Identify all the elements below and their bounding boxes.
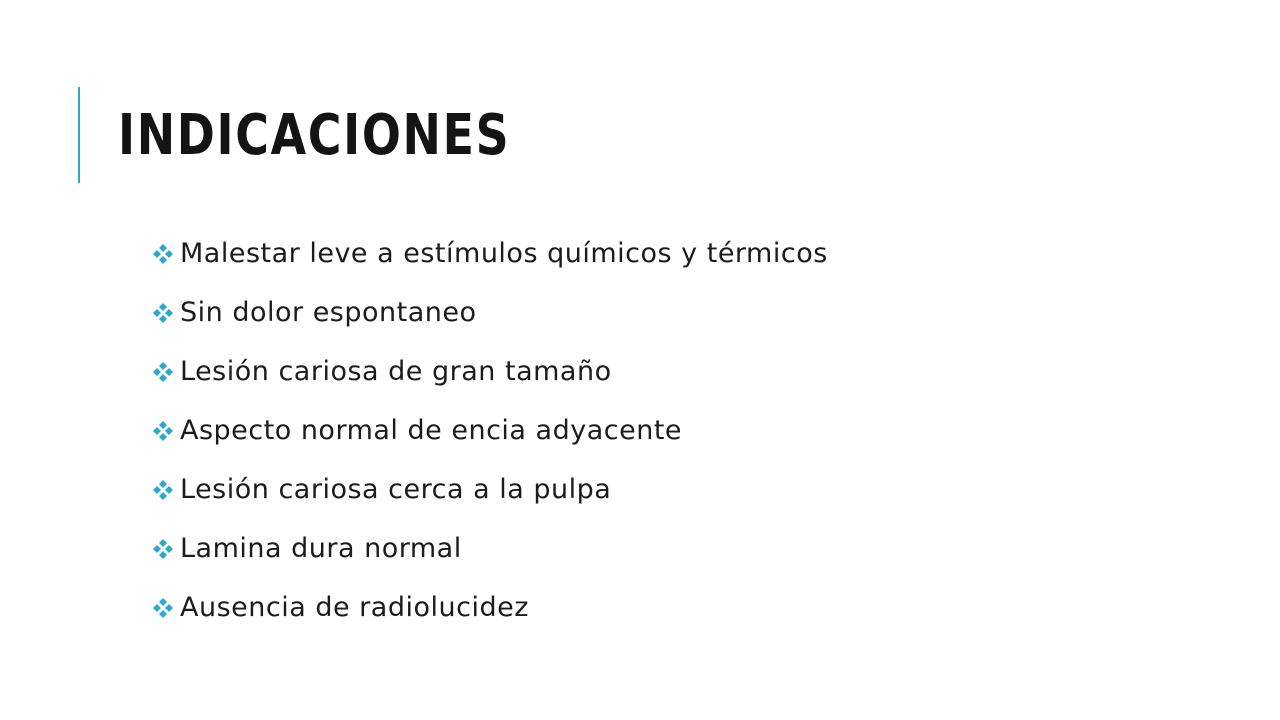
bullet-list (150, 224, 828, 637)
bullet-text: Sin dolor espontaneo (180, 297, 477, 328)
bullet-text: Lesión cariosa cerca a la pulpa (180, 474, 612, 505)
bullet-text: Malestar leve a estímulos químicos y térmicos (180, 238, 828, 269)
bullet-text: Ausencia de radiolucidez (180, 592, 529, 623)
title-accent-line (78, 87, 80, 183)
bullet-text: Lamina dura normal (180, 533, 462, 564)
list-item (150, 283, 828, 342)
four-diamond-bullet-icon (150, 241, 176, 267)
four-diamond-bullet-icon (150, 418, 176, 444)
four-diamond-bullet-icon (150, 595, 176, 621)
list-item (150, 342, 828, 401)
list-item (150, 224, 828, 283)
four-diamond-bullet-icon (150, 536, 176, 562)
list-item (150, 460, 828, 519)
list-item (150, 578, 828, 637)
list-item (150, 401, 828, 460)
four-diamond-bullet-icon (150, 300, 176, 326)
four-diamond-bullet-icon (150, 359, 176, 385)
slide-title: INDICACIONES (118, 103, 511, 168)
four-diamond-bullet-icon (150, 477, 176, 503)
bullet-text: Aspecto normal de encia adyacente (180, 415, 683, 446)
list-item (150, 519, 828, 578)
bullet-text: Lesión cariosa de gran tamaño (180, 356, 612, 387)
